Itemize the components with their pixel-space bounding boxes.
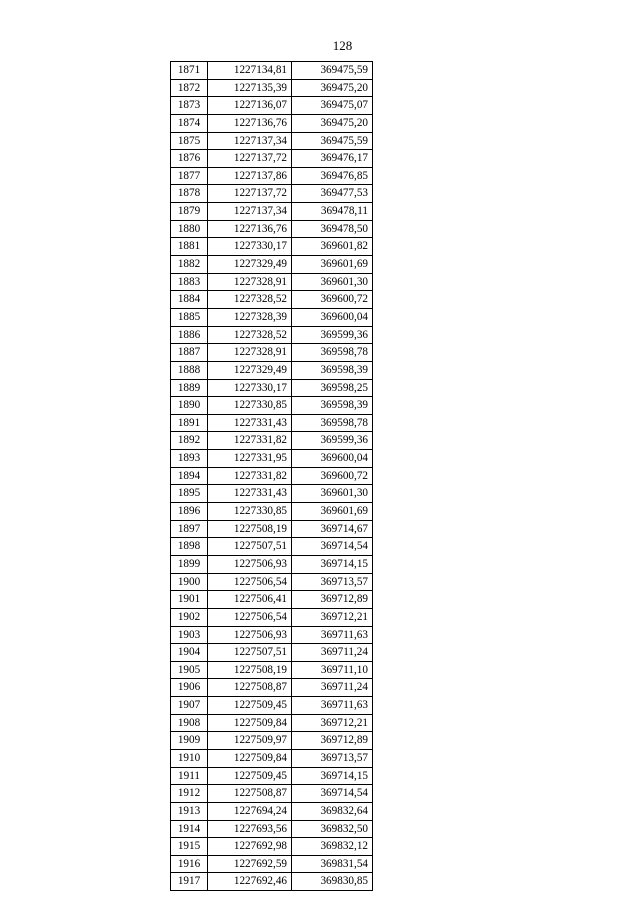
x-coordinate-cell: 1227509,45 (208, 697, 292, 715)
x-coordinate-cell: 1227509,84 (208, 714, 292, 732)
table-row (171, 203, 373, 221)
point-number-cell: 1913 (171, 802, 208, 820)
x-coordinate-cell: 1227506,41 (208, 591, 292, 609)
table-row (171, 467, 373, 485)
x-coordinate-cell: 1227693,56 (208, 820, 292, 838)
table-row (171, 450, 373, 468)
point-number-cell: 1894 (171, 467, 208, 485)
y-coordinate-cell: 369598,78 (292, 414, 373, 432)
table-row (171, 397, 373, 415)
x-coordinate-cell: 1227137,34 (208, 203, 292, 221)
x-coordinate-cell: 1227330,17 (208, 238, 292, 256)
x-coordinate-cell: 1227694,24 (208, 802, 292, 820)
point-number-cell: 1893 (171, 450, 208, 468)
point-number-cell: 1879 (171, 203, 208, 221)
point-number-cell: 1917 (171, 873, 208, 891)
y-coordinate-cell: 369476,85 (292, 167, 373, 185)
table-row (171, 256, 373, 274)
point-number-cell: 1882 (171, 256, 208, 274)
point-number-cell: 1903 (171, 626, 208, 644)
table-row (171, 573, 373, 591)
table-row (171, 167, 373, 185)
table-row (171, 873, 373, 891)
x-coordinate-cell: 1227136,76 (208, 220, 292, 238)
table-row (171, 503, 373, 521)
x-coordinate-cell: 1227137,34 (208, 132, 292, 150)
y-coordinate-cell: 369711,63 (292, 697, 373, 715)
x-coordinate-cell: 1227137,72 (208, 150, 292, 168)
table-row (171, 732, 373, 750)
y-coordinate-cell: 369598,78 (292, 344, 373, 362)
page-number: 128 (332, 38, 353, 53)
point-number-cell: 1901 (171, 591, 208, 609)
table-row (171, 767, 373, 785)
point-number-cell: 1883 (171, 273, 208, 291)
x-coordinate-cell: 1227506,93 (208, 626, 292, 644)
point-number-cell: 1909 (171, 732, 208, 750)
point-number-cell: 1910 (171, 749, 208, 767)
x-coordinate-cell: 1227508,19 (208, 661, 292, 679)
x-coordinate-cell: 1227692,46 (208, 873, 292, 891)
y-coordinate-cell: 369477,53 (292, 185, 373, 203)
x-coordinate-cell: 1227328,52 (208, 326, 292, 344)
table-row (171, 855, 373, 873)
point-number-cell: 1878 (171, 185, 208, 203)
x-coordinate-cell: 1227331,95 (208, 450, 292, 468)
table-row (171, 291, 373, 309)
y-coordinate-cell: 369713,57 (292, 573, 373, 591)
table-row (171, 326, 373, 344)
y-coordinate-cell: 369714,15 (292, 555, 373, 573)
x-coordinate-cell: 1227331,82 (208, 432, 292, 450)
y-coordinate-cell: 369475,59 (292, 62, 373, 80)
point-number-cell: 1912 (171, 785, 208, 803)
y-coordinate-cell: 369711,24 (292, 644, 373, 662)
y-coordinate-cell: 369599,36 (292, 326, 373, 344)
x-coordinate-cell: 1227330,85 (208, 503, 292, 521)
x-coordinate-cell: 1227331,43 (208, 414, 292, 432)
point-number-cell: 1911 (171, 767, 208, 785)
x-coordinate-cell: 1227136,07 (208, 97, 292, 115)
coordinates-table-body (171, 62, 373, 891)
point-number-cell: 1905 (171, 661, 208, 679)
y-coordinate-cell: 369711,63 (292, 626, 373, 644)
point-number-cell: 1890 (171, 397, 208, 415)
table-row (171, 485, 373, 503)
table-row (171, 220, 373, 238)
point-number-cell: 1888 (171, 361, 208, 379)
y-coordinate-cell: 369600,72 (292, 291, 373, 309)
table-row (171, 379, 373, 397)
y-coordinate-cell: 369598,39 (292, 361, 373, 379)
x-coordinate-cell: 1227328,52 (208, 291, 292, 309)
point-number-cell: 1873 (171, 97, 208, 115)
x-coordinate-cell: 1227136,76 (208, 114, 292, 132)
point-number-cell: 1896 (171, 503, 208, 521)
table-row (171, 97, 373, 115)
y-coordinate-cell: 369712,21 (292, 714, 373, 732)
table-row (171, 361, 373, 379)
y-coordinate-cell: 369714,15 (292, 767, 373, 785)
point-number-cell: 1872 (171, 79, 208, 97)
table-row (171, 344, 373, 362)
x-coordinate-cell: 1227509,84 (208, 749, 292, 767)
table-row (171, 62, 373, 80)
table-row (171, 150, 373, 168)
x-coordinate-cell: 1227329,49 (208, 361, 292, 379)
y-coordinate-cell: 369711,10 (292, 661, 373, 679)
y-coordinate-cell: 369831,54 (292, 855, 373, 873)
table-row (171, 626, 373, 644)
y-coordinate-cell: 369832,64 (292, 802, 373, 820)
table-row (171, 802, 373, 820)
point-number-cell: 1914 (171, 820, 208, 838)
point-number-cell: 1889 (171, 379, 208, 397)
x-coordinate-cell: 1227508,87 (208, 679, 292, 697)
point-number-cell: 1877 (171, 167, 208, 185)
table-row (171, 185, 373, 203)
point-number-cell: 1871 (171, 62, 208, 80)
point-number-cell: 1898 (171, 538, 208, 556)
y-coordinate-cell: 369830,85 (292, 873, 373, 891)
table-row (171, 838, 373, 856)
y-coordinate-cell: 369601,82 (292, 238, 373, 256)
y-coordinate-cell: 369601,30 (292, 485, 373, 503)
table-row (171, 697, 373, 715)
y-coordinate-cell: 369476,17 (292, 150, 373, 168)
point-number-cell: 1897 (171, 520, 208, 538)
point-number-cell: 1908 (171, 714, 208, 732)
table-row (171, 555, 373, 573)
x-coordinate-cell: 1227134,81 (208, 62, 292, 80)
point-number-cell: 1916 (171, 855, 208, 873)
table-row (171, 679, 373, 697)
table-row (171, 273, 373, 291)
y-coordinate-cell: 369713,57 (292, 749, 373, 767)
y-coordinate-cell: 369712,89 (292, 591, 373, 609)
point-number-cell: 1880 (171, 220, 208, 238)
x-coordinate-cell: 1227330,17 (208, 379, 292, 397)
table-row (171, 785, 373, 803)
table-row (171, 414, 373, 432)
y-coordinate-cell: 369600,04 (292, 308, 373, 326)
x-coordinate-cell: 1227331,82 (208, 467, 292, 485)
y-coordinate-cell: 369714,54 (292, 538, 373, 556)
point-number-cell: 1915 (171, 838, 208, 856)
point-number-cell: 1892 (171, 432, 208, 450)
x-coordinate-cell: 1227135,39 (208, 79, 292, 97)
x-coordinate-cell: 1227137,86 (208, 167, 292, 185)
y-coordinate-cell: 369601,30 (292, 273, 373, 291)
table-row (171, 714, 373, 732)
y-coordinate-cell: 369711,24 (292, 679, 373, 697)
point-number-cell: 1886 (171, 326, 208, 344)
x-coordinate-cell: 1227328,39 (208, 308, 292, 326)
table-row (171, 79, 373, 97)
point-number-cell: 1902 (171, 608, 208, 626)
y-coordinate-cell: 369832,50 (292, 820, 373, 838)
table-row (171, 591, 373, 609)
point-number-cell: 1885 (171, 308, 208, 326)
y-coordinate-cell: 369601,69 (292, 503, 373, 521)
x-coordinate-cell: 1227506,93 (208, 555, 292, 573)
y-coordinate-cell: 369714,67 (292, 520, 373, 538)
y-coordinate-cell: 369475,07 (292, 97, 373, 115)
coordinates-table (170, 61, 373, 891)
x-coordinate-cell: 1227329,49 (208, 256, 292, 274)
x-coordinate-cell: 1227506,54 (208, 573, 292, 591)
point-number-cell: 1875 (171, 132, 208, 150)
table-row (171, 661, 373, 679)
point-number-cell: 1907 (171, 697, 208, 715)
x-coordinate-cell: 1227509,97 (208, 732, 292, 750)
table-row (171, 749, 373, 767)
y-coordinate-cell: 369712,89 (292, 732, 373, 750)
table-row (171, 644, 373, 662)
x-coordinate-cell: 1227506,54 (208, 608, 292, 626)
x-coordinate-cell: 1227328,91 (208, 344, 292, 362)
x-coordinate-cell: 1227330,85 (208, 397, 292, 415)
table-row (171, 520, 373, 538)
point-number-cell: 1881 (171, 238, 208, 256)
point-number-cell: 1900 (171, 573, 208, 591)
x-coordinate-cell: 1227692,59 (208, 855, 292, 873)
y-coordinate-cell: 369475,20 (292, 79, 373, 97)
point-number-cell: 1876 (171, 150, 208, 168)
y-coordinate-cell: 369712,21 (292, 608, 373, 626)
y-coordinate-cell: 369600,72 (292, 467, 373, 485)
point-number-cell: 1891 (171, 414, 208, 432)
table-row (171, 608, 373, 626)
x-coordinate-cell: 1227508,87 (208, 785, 292, 803)
table-row (171, 308, 373, 326)
y-coordinate-cell: 369600,04 (292, 450, 373, 468)
point-number-cell: 1884 (171, 291, 208, 309)
y-coordinate-cell: 369478,11 (292, 203, 373, 221)
point-number-cell: 1906 (171, 679, 208, 697)
y-coordinate-cell: 369598,39 (292, 397, 373, 415)
point-number-cell: 1899 (171, 555, 208, 573)
table-row (171, 238, 373, 256)
x-coordinate-cell: 1227507,51 (208, 538, 292, 556)
table-row (171, 538, 373, 556)
table-row (171, 432, 373, 450)
point-number-cell: 1874 (171, 114, 208, 132)
table-row (171, 820, 373, 838)
table-row (171, 132, 373, 150)
y-coordinate-cell: 369714,54 (292, 785, 373, 803)
table-row (171, 114, 373, 132)
point-number-cell: 1887 (171, 344, 208, 362)
y-coordinate-cell: 369832,12 (292, 838, 373, 856)
y-coordinate-cell: 369475,20 (292, 114, 373, 132)
y-coordinate-cell: 369475,59 (292, 132, 373, 150)
y-coordinate-cell: 369601,69 (292, 256, 373, 274)
x-coordinate-cell: 1227508,19 (208, 520, 292, 538)
x-coordinate-cell: 1227507,51 (208, 644, 292, 662)
point-number-cell: 1895 (171, 485, 208, 503)
x-coordinate-cell: 1227137,72 (208, 185, 292, 203)
y-coordinate-cell: 369478,50 (292, 220, 373, 238)
x-coordinate-cell: 1227328,91 (208, 273, 292, 291)
y-coordinate-cell: 369598,25 (292, 379, 373, 397)
x-coordinate-cell: 1227509,45 (208, 767, 292, 785)
y-coordinate-cell: 369599,36 (292, 432, 373, 450)
x-coordinate-cell: 1227331,43 (208, 485, 292, 503)
x-coordinate-cell: 1227692,98 (208, 838, 292, 856)
point-number-cell: 1904 (171, 644, 208, 662)
